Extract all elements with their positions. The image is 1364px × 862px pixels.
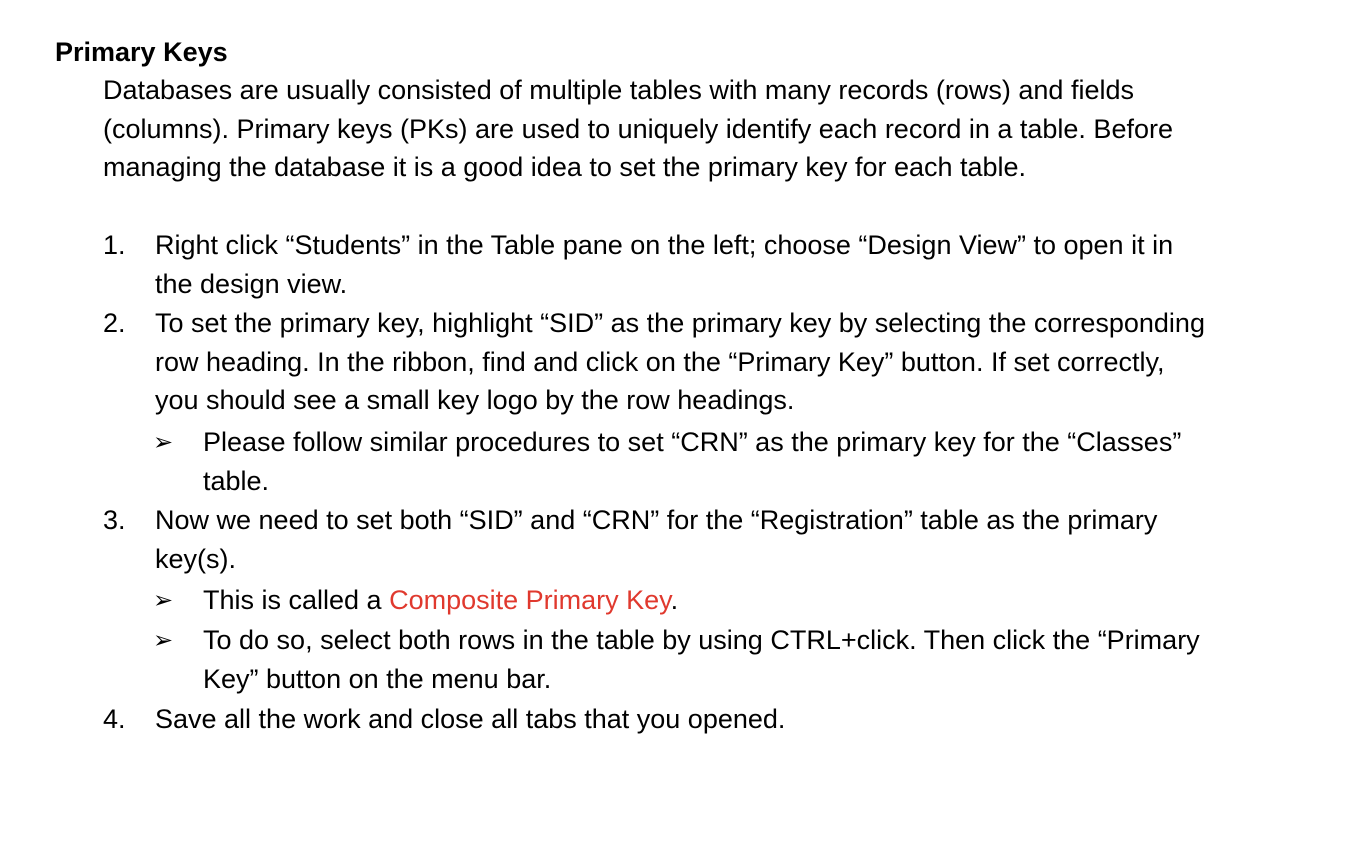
arrow-bullet-icon: ➢: [153, 586, 174, 614]
bullet-suffix: .: [670, 585, 679, 615]
step-line: row heading. In the ribbon, find and click on the “Primary Key” button. If set correctly,: [155, 346, 1165, 377]
intro-paragraph: [103, 71, 1333, 187]
arrow-bullet-icon: ➢: [153, 626, 174, 654]
step-line: Right click “Students” in the Table pane on the left; choose “Design View” to open it in: [155, 230, 1174, 260]
bullet-line: Key” button on the menu bar.: [203, 663, 552, 694]
step-number: 1.: [103, 230, 126, 260]
bullet-text: [203, 423, 1333, 500]
bullet-text: [203, 621, 1333, 698]
bullet-text: [203, 581, 1333, 620]
step-text: [155, 501, 1335, 578]
step-number: 4.: [103, 704, 126, 734]
bullet-line: Please follow similar procedures to set “CRN” as the primary key for the “Classes”: [203, 427, 1182, 457]
section-heading: Primary Keys: [55, 37, 228, 67]
step-line: To set the primary key, highlight “SID” as the primary key by selecting the corresponding: [155, 308, 1205, 338]
intro-line: managing the database it is a good idea to set the primary key for each table.: [103, 152, 1027, 183]
step-text: [155, 700, 1335, 739]
step-line: Now we need to set both “SID” and “CRN” for the “Registration” table as the primary: [155, 505, 1158, 535]
step-text: [155, 226, 1335, 303]
bullet-line: table.: [203, 465, 270, 496]
intro-line: (columns). Primary keys (PKs) are used to uniquely identify each record in a table. Before: [103, 113, 1173, 144]
intro-line: Databases are usually consisted of multiple tables with many records (rows) and fields: [103, 75, 1134, 105]
step-number: 2.: [103, 308, 126, 338]
step-line: you should see a small key logo by the row headings.: [155, 385, 795, 416]
bullet-line: To do so, select both rows in the table by using CTRL+click. Then click the “Primary: [203, 625, 1200, 655]
step-line: key(s).: [155, 543, 236, 574]
step-line: the design view.: [155, 268, 348, 299]
step-number: 3.: [103, 505, 126, 535]
step-text: [155, 304, 1335, 420]
bullet-line: [203, 581, 1333, 620]
bullet-prefix: This is called a: [203, 585, 390, 615]
composite-primary-key-term: Composite Primary Key: [389, 585, 671, 615]
arrow-bullet-icon: ➢: [153, 428, 174, 456]
step-line: Save all the work and close all tabs that you opened.: [155, 704, 786, 734]
